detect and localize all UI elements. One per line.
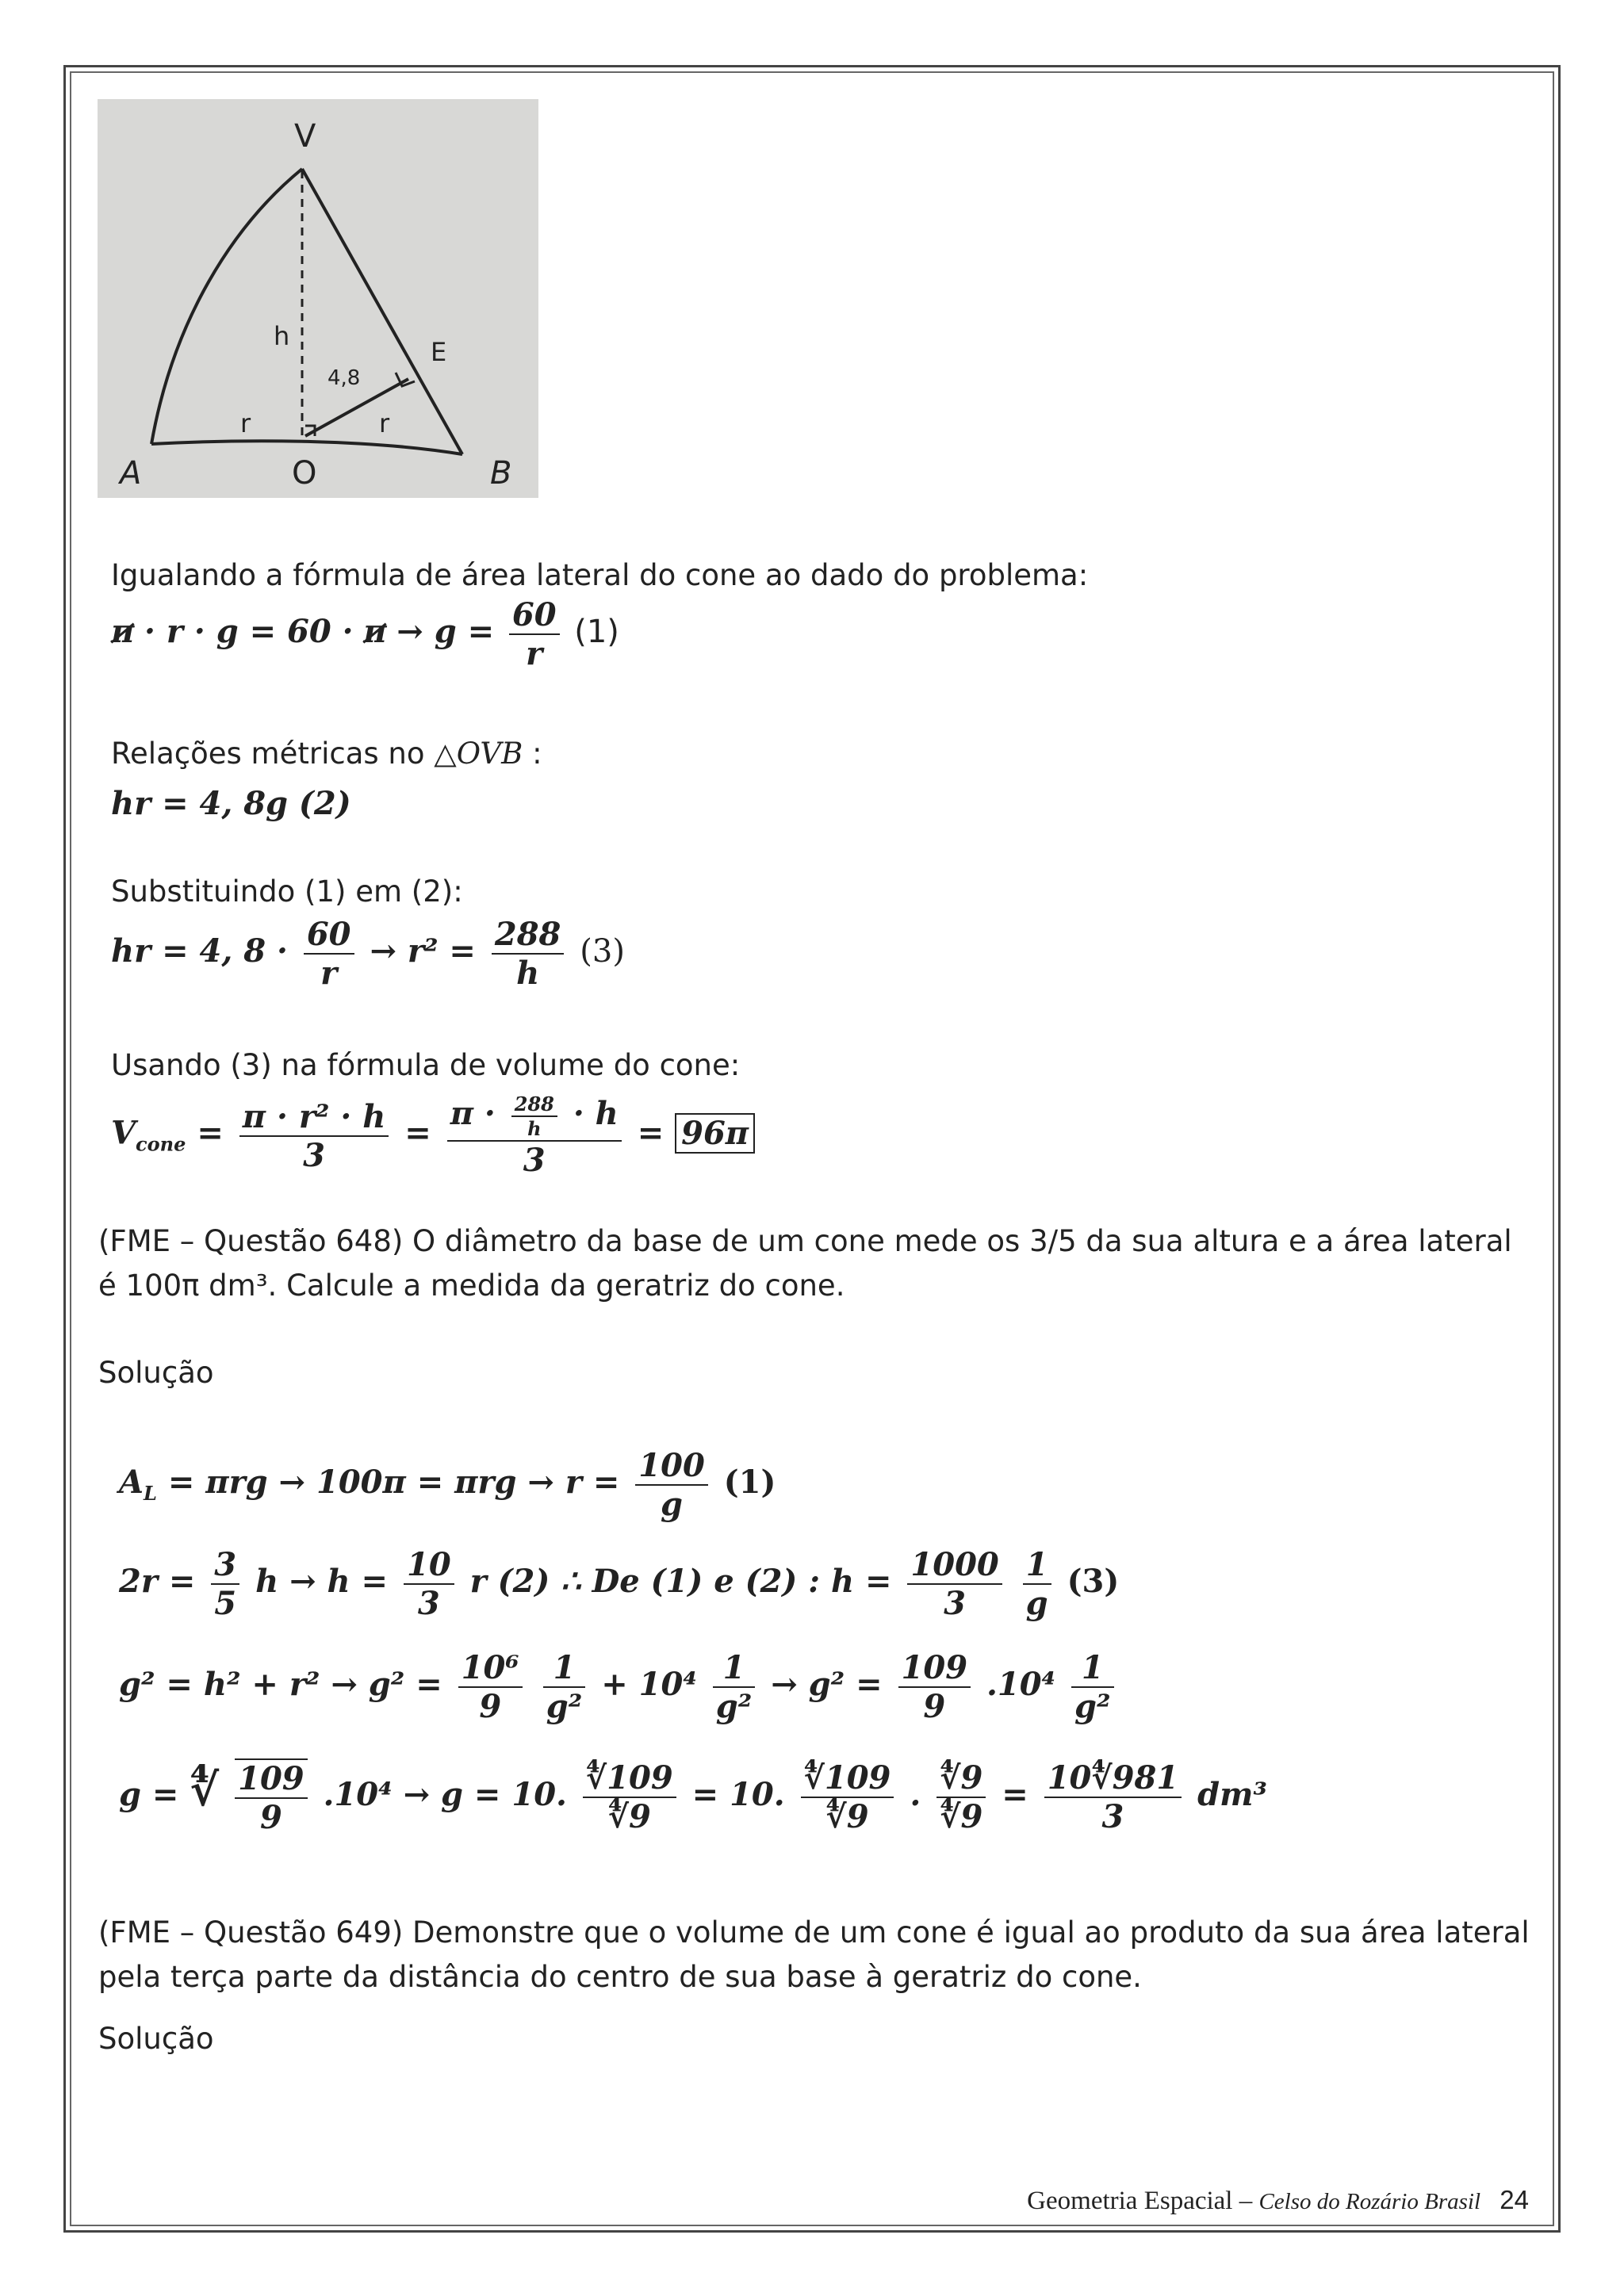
metric-equation: hr = 4, 8g (2) bbox=[111, 785, 351, 822]
figure-background bbox=[98, 99, 538, 498]
frac-109-9-root bbox=[235, 1758, 308, 1836]
frac-1-g2-b bbox=[713, 1649, 756, 1725]
frac-den: ∜9 bbox=[825, 1798, 869, 1835]
frac-root9-root9 bbox=[936, 1759, 986, 1835]
lateral-area-intro: Igualando a fórmula de área lateral do cone ao dado do problema: bbox=[111, 558, 1089, 592]
frac-den: r bbox=[320, 955, 338, 992]
frac-num: ∜109 bbox=[583, 1759, 676, 1798]
frac-den: 9 bbox=[479, 1688, 502, 1725]
frac-num: π · r² · h bbox=[239, 1098, 389, 1137]
cone-sketch-figure bbox=[98, 99, 538, 498]
frac-den: g² bbox=[715, 1688, 753, 1725]
substitution-intro: Substituindo (1) em (2): bbox=[111, 874, 463, 909]
q648-line-4 bbox=[119, 1758, 1267, 1836]
l3-b: + 10⁴ bbox=[601, 1666, 697, 1703]
frac-num: 10 bbox=[404, 1546, 454, 1585]
l3-c: → g² = bbox=[771, 1666, 883, 1703]
eq3-tag: (3) bbox=[580, 933, 625, 970]
l1-tag: (1) bbox=[723, 1464, 776, 1501]
frac-den: g² bbox=[1074, 1688, 1111, 1725]
eq1-arrow: → g = bbox=[396, 613, 495, 650]
frac-den: g bbox=[661, 1486, 684, 1523]
eq3-mid: → r² = bbox=[370, 932, 476, 970]
inner-fraction bbox=[511, 1093, 557, 1140]
q648-line-2 bbox=[119, 1546, 1119, 1622]
q648-line-1 bbox=[119, 1447, 776, 1523]
inner-num: 288 bbox=[511, 1093, 557, 1117]
inner-den: h bbox=[527, 1117, 542, 1140]
label-h: h bbox=[274, 321, 290, 351]
frac-num: 1 bbox=[543, 1649, 586, 1688]
v-symbol: V bbox=[111, 1114, 136, 1152]
frac-num: 109 bbox=[235, 1760, 308, 1799]
v-subscript: cone bbox=[136, 1132, 186, 1156]
frac-num: 60 bbox=[509, 596, 560, 635]
l2-b: h → h = bbox=[255, 1563, 389, 1600]
frac-den: r bbox=[526, 635, 543, 672]
metric-colon: : bbox=[532, 737, 542, 771]
page-number: 24 bbox=[1500, 2185, 1529, 2214]
fraction-60-over-r-2 bbox=[304, 916, 354, 992]
solution-649-heading: Solução bbox=[98, 2022, 214, 2056]
frac-100-over-g bbox=[635, 1447, 708, 1523]
footer-author: Celso do Rozário Brasil bbox=[1258, 2189, 1481, 2214]
l1-body: = πrg → 100π = πrg → r = bbox=[167, 1464, 620, 1501]
label-V: V bbox=[294, 118, 316, 155]
label-r-left: r bbox=[240, 408, 251, 438]
l3-e: .10⁴ bbox=[986, 1666, 1056, 1703]
l4-a: g = bbox=[119, 1776, 179, 1813]
frac-num: 109 bbox=[898, 1649, 971, 1688]
frac-den: 3 bbox=[944, 1585, 966, 1622]
q648-line-3 bbox=[119, 1649, 1119, 1725]
frac-den: 3 bbox=[1101, 1798, 1124, 1835]
fourth-root-sign: ∜ bbox=[190, 1764, 220, 1816]
triangle-label: △OVB bbox=[434, 737, 523, 771]
pi-cancel-1: π bbox=[111, 613, 135, 650]
frac-num: 1 bbox=[1023, 1546, 1051, 1585]
frac-den: h bbox=[516, 955, 540, 992]
solution-648-heading: Solução bbox=[98, 1356, 214, 1390]
unit-dm3: dm³ bbox=[1197, 1776, 1267, 1813]
l4-dot: . bbox=[910, 1776, 921, 1813]
frac-1-g2-c bbox=[1071, 1649, 1114, 1725]
question-648-text: (FME – Questão 648) O diâmetro da base de um cone mede os 3/5 da sua altura e a área lateral é 100π dm³. Calcule a medida da geratriz do cone. bbox=[98, 1224, 1512, 1303]
volume-result-box: 96π bbox=[675, 1113, 755, 1154]
frac-1-g bbox=[1023, 1546, 1051, 1622]
frac-num: 1 bbox=[1071, 1649, 1114, 1688]
l4-c: = 10. bbox=[691, 1776, 785, 1813]
eq4-eq1: = bbox=[197, 1114, 224, 1152]
frac-num: 60 bbox=[304, 916, 354, 955]
eq3-lhs: hr = 4, 8 · bbox=[111, 932, 288, 970]
frac-den: 3 bbox=[417, 1585, 440, 1622]
frac-num: 288 bbox=[492, 916, 565, 955]
eq4-eq2: = bbox=[404, 1114, 431, 1152]
frac-1-g2-a bbox=[543, 1649, 586, 1725]
l2-tag: (3) bbox=[1067, 1563, 1120, 1600]
frac-num-compound bbox=[447, 1093, 622, 1142]
frac-num: 100 bbox=[635, 1447, 708, 1486]
fraction-60-over-r bbox=[509, 596, 560, 672]
frac-den: g bbox=[1025, 1585, 1048, 1622]
frac-den: 9 bbox=[923, 1688, 946, 1725]
eq4-eq3: = bbox=[637, 1114, 665, 1152]
frac-num: ∜109 bbox=[801, 1759, 894, 1798]
volume-equation bbox=[111, 1093, 755, 1179]
num-part-b: · h bbox=[573, 1095, 619, 1132]
frac-den: ∜9 bbox=[940, 1798, 983, 1835]
frac-final bbox=[1044, 1759, 1182, 1835]
pi-cancel-2: π bbox=[363, 613, 387, 650]
frac-root109-root9-b bbox=[801, 1759, 894, 1835]
frac-10-3 bbox=[404, 1546, 454, 1622]
fraction-volume-substituted bbox=[447, 1093, 622, 1179]
fraction-volume bbox=[239, 1098, 389, 1174]
question-649-text: (FME – Questão 649) Demonstre que o volume de um cone é igual ao produto da sua área lateral pela terça parte da distância do centro de sua base à geratriz do cone. bbox=[98, 1915, 1530, 1994]
frac-den: g² bbox=[546, 1688, 583, 1725]
l2-c: r (2) ∴ De (1) e (2) : h = bbox=[469, 1563, 892, 1600]
eq1-tag: (1) bbox=[574, 614, 619, 650]
fraction-288-over-h bbox=[492, 916, 565, 992]
frac-num: 1 bbox=[713, 1649, 756, 1688]
label-E: E bbox=[431, 337, 447, 367]
label-A: A bbox=[120, 455, 142, 492]
frac-1000-3 bbox=[907, 1546, 1002, 1622]
l4-b: .10⁴ → g = 10. bbox=[323, 1776, 567, 1813]
lateral-area-equation bbox=[111, 596, 619, 672]
frac-den: ∜9 bbox=[607, 1798, 651, 1835]
volume-intro: Usando (3) na fórmula de volume do cone: bbox=[111, 1048, 741, 1082]
l2-a: 2r = bbox=[119, 1563, 196, 1600]
frac-den: 3 bbox=[523, 1142, 546, 1179]
page-footer bbox=[1027, 2185, 1529, 2216]
metric-intro-text: Relações métricas no bbox=[111, 737, 425, 771]
eq1-lhs: · r · g = 60 · bbox=[144, 613, 354, 650]
frac-10e6-9 bbox=[458, 1649, 523, 1725]
num-part-a: π · bbox=[450, 1095, 496, 1132]
label-O: O bbox=[292, 455, 317, 492]
label-r-right: r bbox=[379, 408, 390, 438]
frac-num: 3 bbox=[211, 1546, 239, 1585]
frac-num: 1000 bbox=[907, 1546, 1002, 1585]
frac-num: ∜9 bbox=[936, 1759, 986, 1798]
frac-den: 5 bbox=[214, 1585, 237, 1622]
frac-den: 3 bbox=[303, 1136, 325, 1174]
A-subscript: L bbox=[144, 1482, 157, 1505]
label-B: B bbox=[490, 455, 512, 492]
substitution-equation bbox=[111, 916, 625, 992]
frac-den: 9 bbox=[259, 1799, 282, 1836]
label-length: 4,8 bbox=[327, 366, 361, 390]
l4-e: = bbox=[1002, 1776, 1028, 1813]
footer-title: Geometria Espacial – bbox=[1027, 2187, 1253, 2215]
A-symbol: A bbox=[119, 1464, 144, 1501]
frac-num: 10∜981 bbox=[1044, 1759, 1182, 1798]
l3-a: g² = h² + r² → g² = bbox=[119, 1666, 442, 1703]
frac-109-9 bbox=[898, 1649, 971, 1725]
frac-num: 10⁶ bbox=[458, 1649, 523, 1688]
frac-3-5 bbox=[211, 1546, 239, 1622]
metric-relations-intro bbox=[111, 737, 542, 771]
frac-root109-root9 bbox=[583, 1759, 676, 1835]
